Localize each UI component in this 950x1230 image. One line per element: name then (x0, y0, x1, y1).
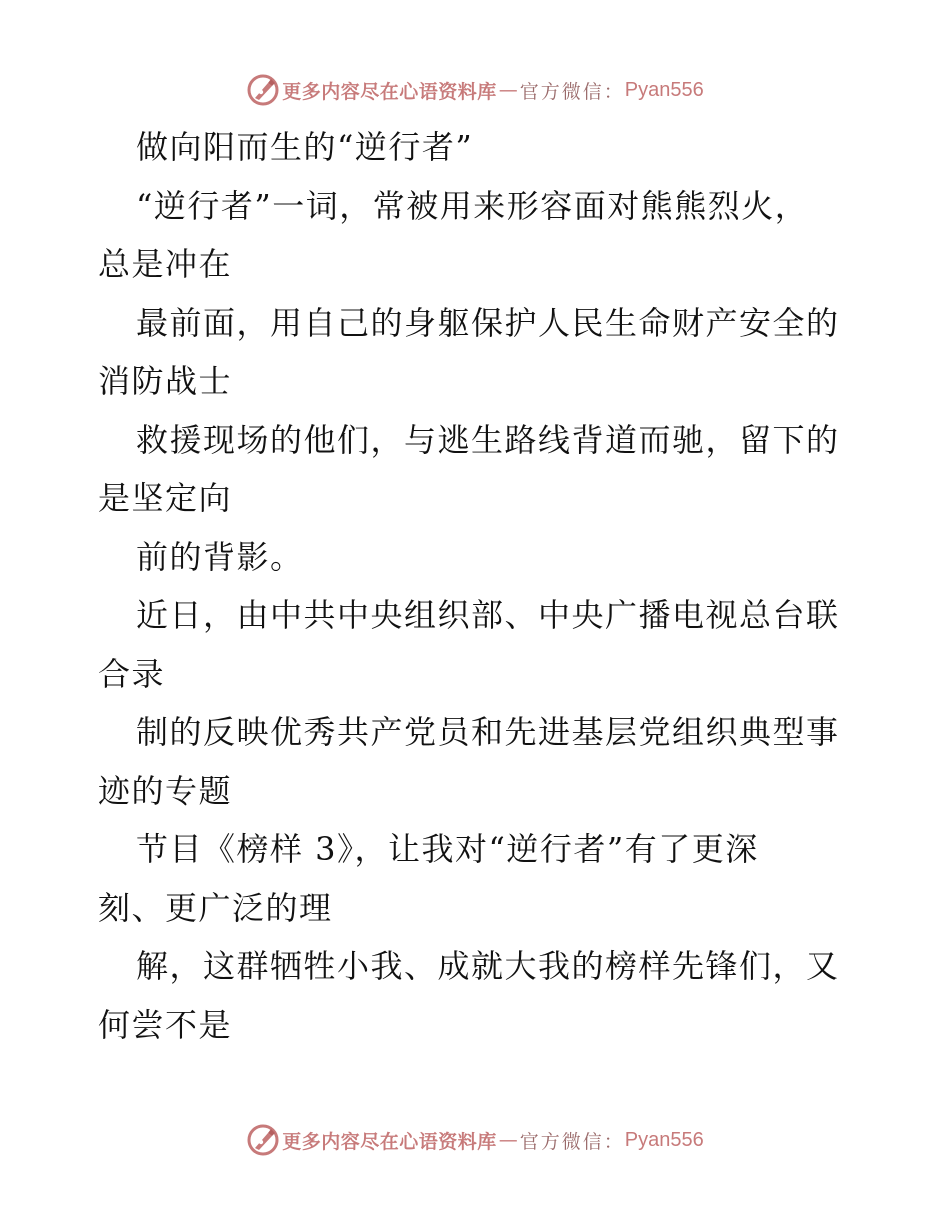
footer-site-name: 更多内容尽在心语资料库 (282, 1130, 497, 1153)
document-line: 消防战士 (98, 362, 233, 400)
footer-wechat-label: 官方微信： (519, 1130, 625, 1153)
header-site-name: 更多内容尽在心语资料库 (282, 80, 497, 103)
document-line: 刻、更广泛的理 (98, 888, 333, 927)
document-line: 何尝不是 (98, 1005, 233, 1044)
document-line: 做向阳而生的“逆行者” (136, 128, 474, 166)
fountain-pen-logo-icon (246, 73, 280, 107)
header-wechat-label: 官方微信： (519, 80, 625, 103)
document-line: “逆行者”一词，常被用来形容面对熊熊烈火， (136, 186, 809, 225)
footer-wechat-id: Pyan556 (624, 1128, 704, 1151)
document-line: 迹的专题 (98, 771, 233, 810)
document-body (98, 118, 858, 1054)
document-line: 是坚定向 (98, 479, 233, 517)
footer-banner (0, 1120, 950, 1160)
document-line: 合录 (98, 654, 166, 693)
fountain-pen-logo-icon (246, 1123, 280, 1157)
document-line: 总是冲在 (98, 245, 233, 283)
document-line: 前的背影。 (136, 537, 304, 576)
document-line: 制的反映优秀共产党员和先进基层党组织典型事 (136, 713, 840, 751)
header-dash: — (498, 79, 518, 101)
header-banner (0, 70, 950, 110)
document-line: 最前面，用自己的身躯保护人民生命财产安全的 (136, 303, 840, 342)
footer-dash: — (498, 1129, 518, 1151)
document-line: 救援现场的他们，与逃生路线背道而驰，留下的 (136, 420, 840, 459)
document-line: 近日，由中共中央组织部、中央广播电视总台联 (136, 596, 840, 634)
header-wechat-id: Pyan556 (624, 78, 704, 101)
document-line: 节目《榜样 3》，让我对“逆行者”有了更深 (136, 830, 759, 868)
document-line: 解，这群牺牲小我、成就大我的榜样先锋们，又 (136, 947, 840, 985)
